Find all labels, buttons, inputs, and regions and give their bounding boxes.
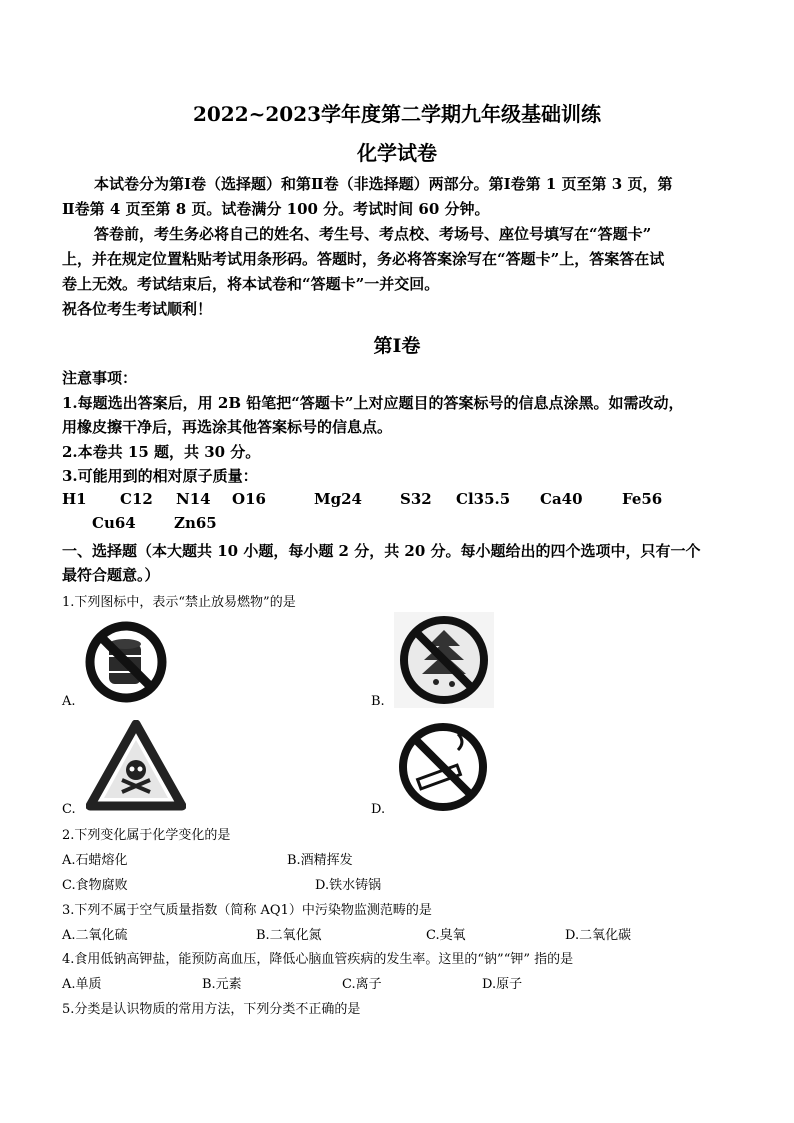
notice-item: 用橡皮擦干净后，再选涂其他答案标号的信息点。	[62, 418, 393, 436]
option-b[interactable]: B.元素	[202, 977, 242, 992]
paper-subtitle: 化学试卷	[357, 141, 437, 165]
toxic-warning-icon	[86, 720, 186, 812]
option-b[interactable]: B.	[371, 694, 385, 709]
option-b[interactable]: B.酒精挥发	[287, 853, 353, 868]
atomic-mass: N14	[176, 490, 211, 508]
atomic-mass: Cl35.5	[456, 490, 511, 508]
page-title: 2022~2023学年度第二学期九年级基础训练	[192, 102, 602, 126]
intro-wish: 祝各位考生考试顺利！	[62, 300, 213, 318]
intro-line: 上，并在规定位置粘贴考试用条形码。答题时，务必将答案涂写在“答题卡”上，答案答在试	[62, 250, 665, 268]
notice-item: 1.每题选出答案后，用 2B 铅笔把“答题卡”上对应题目的答案标号的信息点涂黑。如需改动，	[62, 394, 684, 412]
question-stem: 4.食用低钠高钾盐，能预防高血压，降低心脑血管疾病的发生率。这里的“钠”“钾” 指的是	[62, 952, 574, 967]
no-smoking-icon	[396, 720, 490, 814]
question-stem: 5.分类是认识物质的常用方法，下列分类不正确的是	[62, 1002, 361, 1017]
option-b[interactable]: B.二氧化氮	[256, 928, 322, 943]
atomic-mass: C12	[120, 490, 153, 508]
atomic-mass: S32	[400, 490, 432, 508]
part-heading: 最符合题意。）	[62, 566, 160, 584]
notice-title: 注意事项：	[62, 369, 138, 387]
option-a[interactable]: A.二氧化硫	[62, 928, 128, 943]
question-stem: 2.下列变化属于化学变化的是	[62, 828, 231, 843]
atomic-mass: Fe56	[622, 490, 663, 508]
intro-line: 本试卷分为第Ⅰ卷（选择题）和第Ⅱ卷（非选择题）两部分。第Ⅰ卷第 1 页至第 3 页，第	[94, 175, 673, 193]
intro-line: 卷上无效。考试结束后，将本试卷和“答题卡”一并交回。	[62, 275, 440, 293]
option-c[interactable]: C.臭氧	[426, 928, 466, 943]
option-d[interactable]: D.	[371, 802, 386, 817]
notice-item: 2.本卷共 15 题，共 30 分。	[62, 443, 261, 461]
option-a[interactable]: A.	[62, 694, 76, 709]
option-a[interactable]: A.单质	[62, 977, 102, 992]
atomic-mass: Zn65	[174, 514, 217, 532]
option-c[interactable]: C.	[62, 802, 76, 817]
intro-line: 答卷前，考生务必将自己的姓名、考生号、考点校、考场号、座位号填写在“答题卡”	[94, 225, 652, 243]
question-stem: 3.下列不属于空气质量指数（简称 AQ1）中污染物监测范畴的是	[62, 903, 432, 918]
atomic-mass: Mg24	[314, 490, 362, 508]
question-stem: 1.下列图标中，表示“禁止放易燃物”的是	[62, 595, 296, 610]
no-fireworks-icon	[394, 612, 494, 708]
atomic-mass: Ca40	[540, 490, 583, 508]
atomic-mass: H1	[62, 490, 87, 508]
option-a[interactable]: A.石蜡熔化	[62, 853, 128, 868]
atomic-mass: O16	[232, 490, 266, 508]
option-d[interactable]: D.原子	[482, 977, 523, 992]
atomic-mass: Cu64	[92, 514, 136, 532]
section-title: 第Ⅰ卷	[373, 335, 421, 357]
option-d[interactable]: D.二氧化碳	[565, 928, 632, 943]
option-c[interactable]: C.食物腐败	[62, 878, 128, 893]
notice-item: 3.可能用到的相对原子质量：	[62, 467, 258, 485]
intro-line: Ⅱ卷第 4 页至第 8 页。试卷满分 100 分。考试时间 60 分钟。	[62, 200, 490, 218]
option-d[interactable]: D.铁水铸锅	[315, 878, 382, 893]
option-c[interactable]: C.离子	[342, 977, 382, 992]
no-flammables-barrel-icon	[84, 620, 168, 704]
part-heading: 一、选择题（本大题共 10 小题，每小题 2 分，共 20 分。每小题给出的四个选项中，只有一个	[62, 542, 701, 560]
